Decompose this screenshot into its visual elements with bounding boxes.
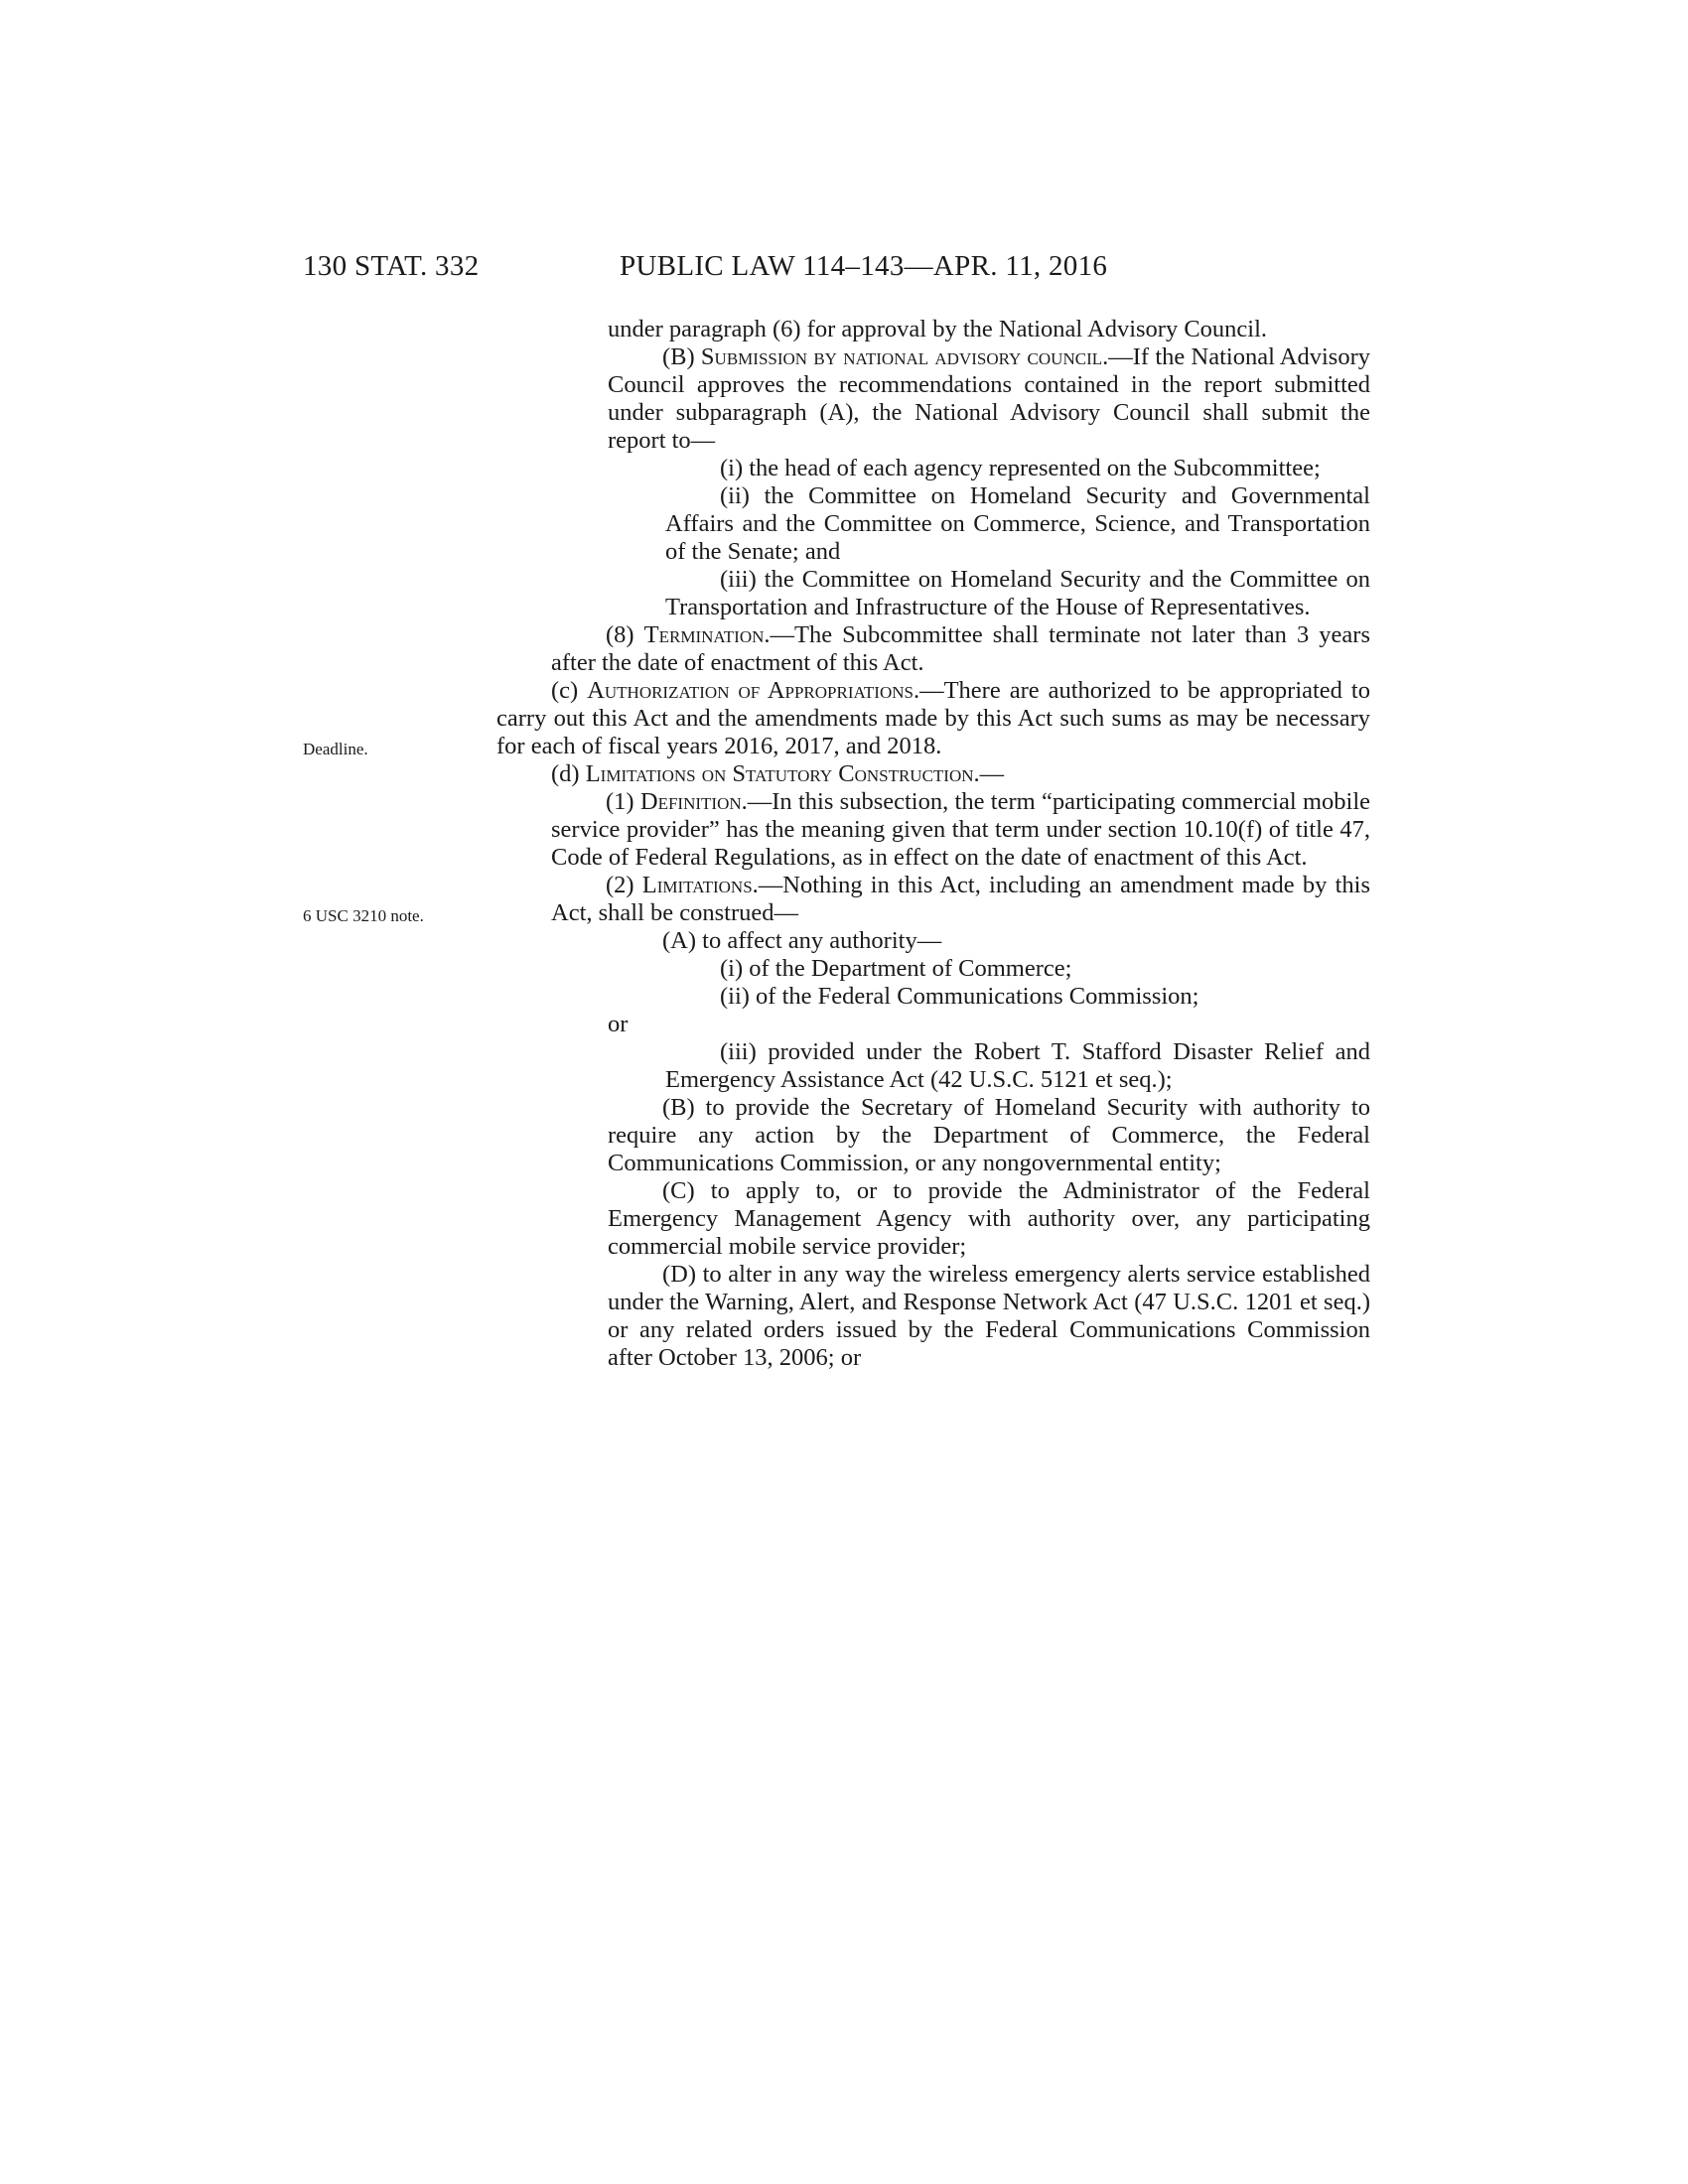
clause-a-ii: (ii) of the Federal Communications Commission; [720, 983, 1199, 1010]
clause-a-i: (i) of the Department of Commerce; [720, 955, 1072, 982]
paragraph-8-heading: Termination [643, 621, 765, 648]
subsection-d: (d) Limitations on Statutory Construction.— [551, 760, 1005, 787]
paragraph-d1-heading: Definition [639, 788, 742, 815]
page-title: PUBLIC LAW 114–143—APR. 11, 2016 [620, 250, 1108, 282]
subparagraph-b-limitation: (B) to provide the Secretary of Homeland Security with authority to require any action by the Department of Commerce, the Federal Communications Commission, or any nongovernmental entity; [608, 1094, 1370, 1176]
subsection-c-heading: Authorization of Appropriations [587, 677, 914, 704]
conjunction-or: or [608, 1011, 629, 1037]
subparagraph-c-limitation: (C) to apply to, or to provide the Administrator of the Federal Emergency Management Agency with authority over, any participating commercial mobile service provider; [608, 1177, 1370, 1260]
paragraph-continuation: under paragraph (6) for approval by the National Advisory Council. [608, 316, 1268, 342]
subparagraph-b-heading: Submission by national advisory council [700, 343, 1103, 370]
paragraph-8: (8) Termination.—The Subcommittee shall terminate not later than 3 years after the date of enactment of this Act. [551, 621, 1370, 676]
statute-body [496, 316, 1370, 1372]
clause-a-iii: (iii) provided under the Robert T. Stafford Disaster Relief and Emergency Assistance Act (42 U.S.C. 5121 et seq.); [665, 1038, 1370, 1093]
clause-iii: (iii) the Committee on Homeland Security and the Committee on Transportation and Infrastructure of the House of Representatives. [665, 566, 1370, 620]
page-reference: 130 STAT. 332 [303, 250, 480, 282]
clause-ii: (ii) the Committee on Homeland Security and Governmental Affairs and the Committee on Commerce, Science, and Transportation of the Senate; and [665, 482, 1370, 565]
subsection-c: (c) Authorization of Appropriations.—There are authorized to be appropriated to carry out this Act and the amendments made by this Act such sums as may be necessary for each of fiscal years 2016, 2017, and 2018. [496, 677, 1370, 759]
paragraph-d2-heading: Limitations [641, 872, 753, 898]
subparagraph-b: (B) Submission by national advisory council.—If the National Advisory Council approves the recommendations contained in the report submitted under subparagraph (A), the National Advisory Council shall submit the report to— [608, 343, 1370, 454]
subparagraph-a: (A) to affect any authority— [662, 927, 942, 954]
subsection-d-heading: Limitations on Statutory Construction [585, 760, 974, 787]
paragraph-d1: (1) Definition.—In this subsection, the term “participating commercial mobile service provider” has the meaning given that term under section 10.10(f) of title 47, Code of Federal Regulations, as in effect on the date of enactment of this Act. [551, 788, 1370, 871]
margin-note-deadline: Deadline. [303, 740, 368, 758]
margin-note-usc: 6 USC 3210 note. [303, 906, 424, 925]
clause-i: (i) the head of each agency represented on the Subcommittee; [720, 455, 1321, 481]
paragraph-d2: (2) Limitations.—Nothing in this Act, including an amendment made by this Act, shall be construed— [551, 872, 1370, 926]
subparagraph-d-limitation: (D) to alter in any way the wireless emergency alerts service established under the Warning, Alert, and Response Network Act (47 U.S.C. 1201 et seq.) or any related orders issued by the Federal Communications Commission after October 13, 2006; or [608, 1261, 1370, 1371]
